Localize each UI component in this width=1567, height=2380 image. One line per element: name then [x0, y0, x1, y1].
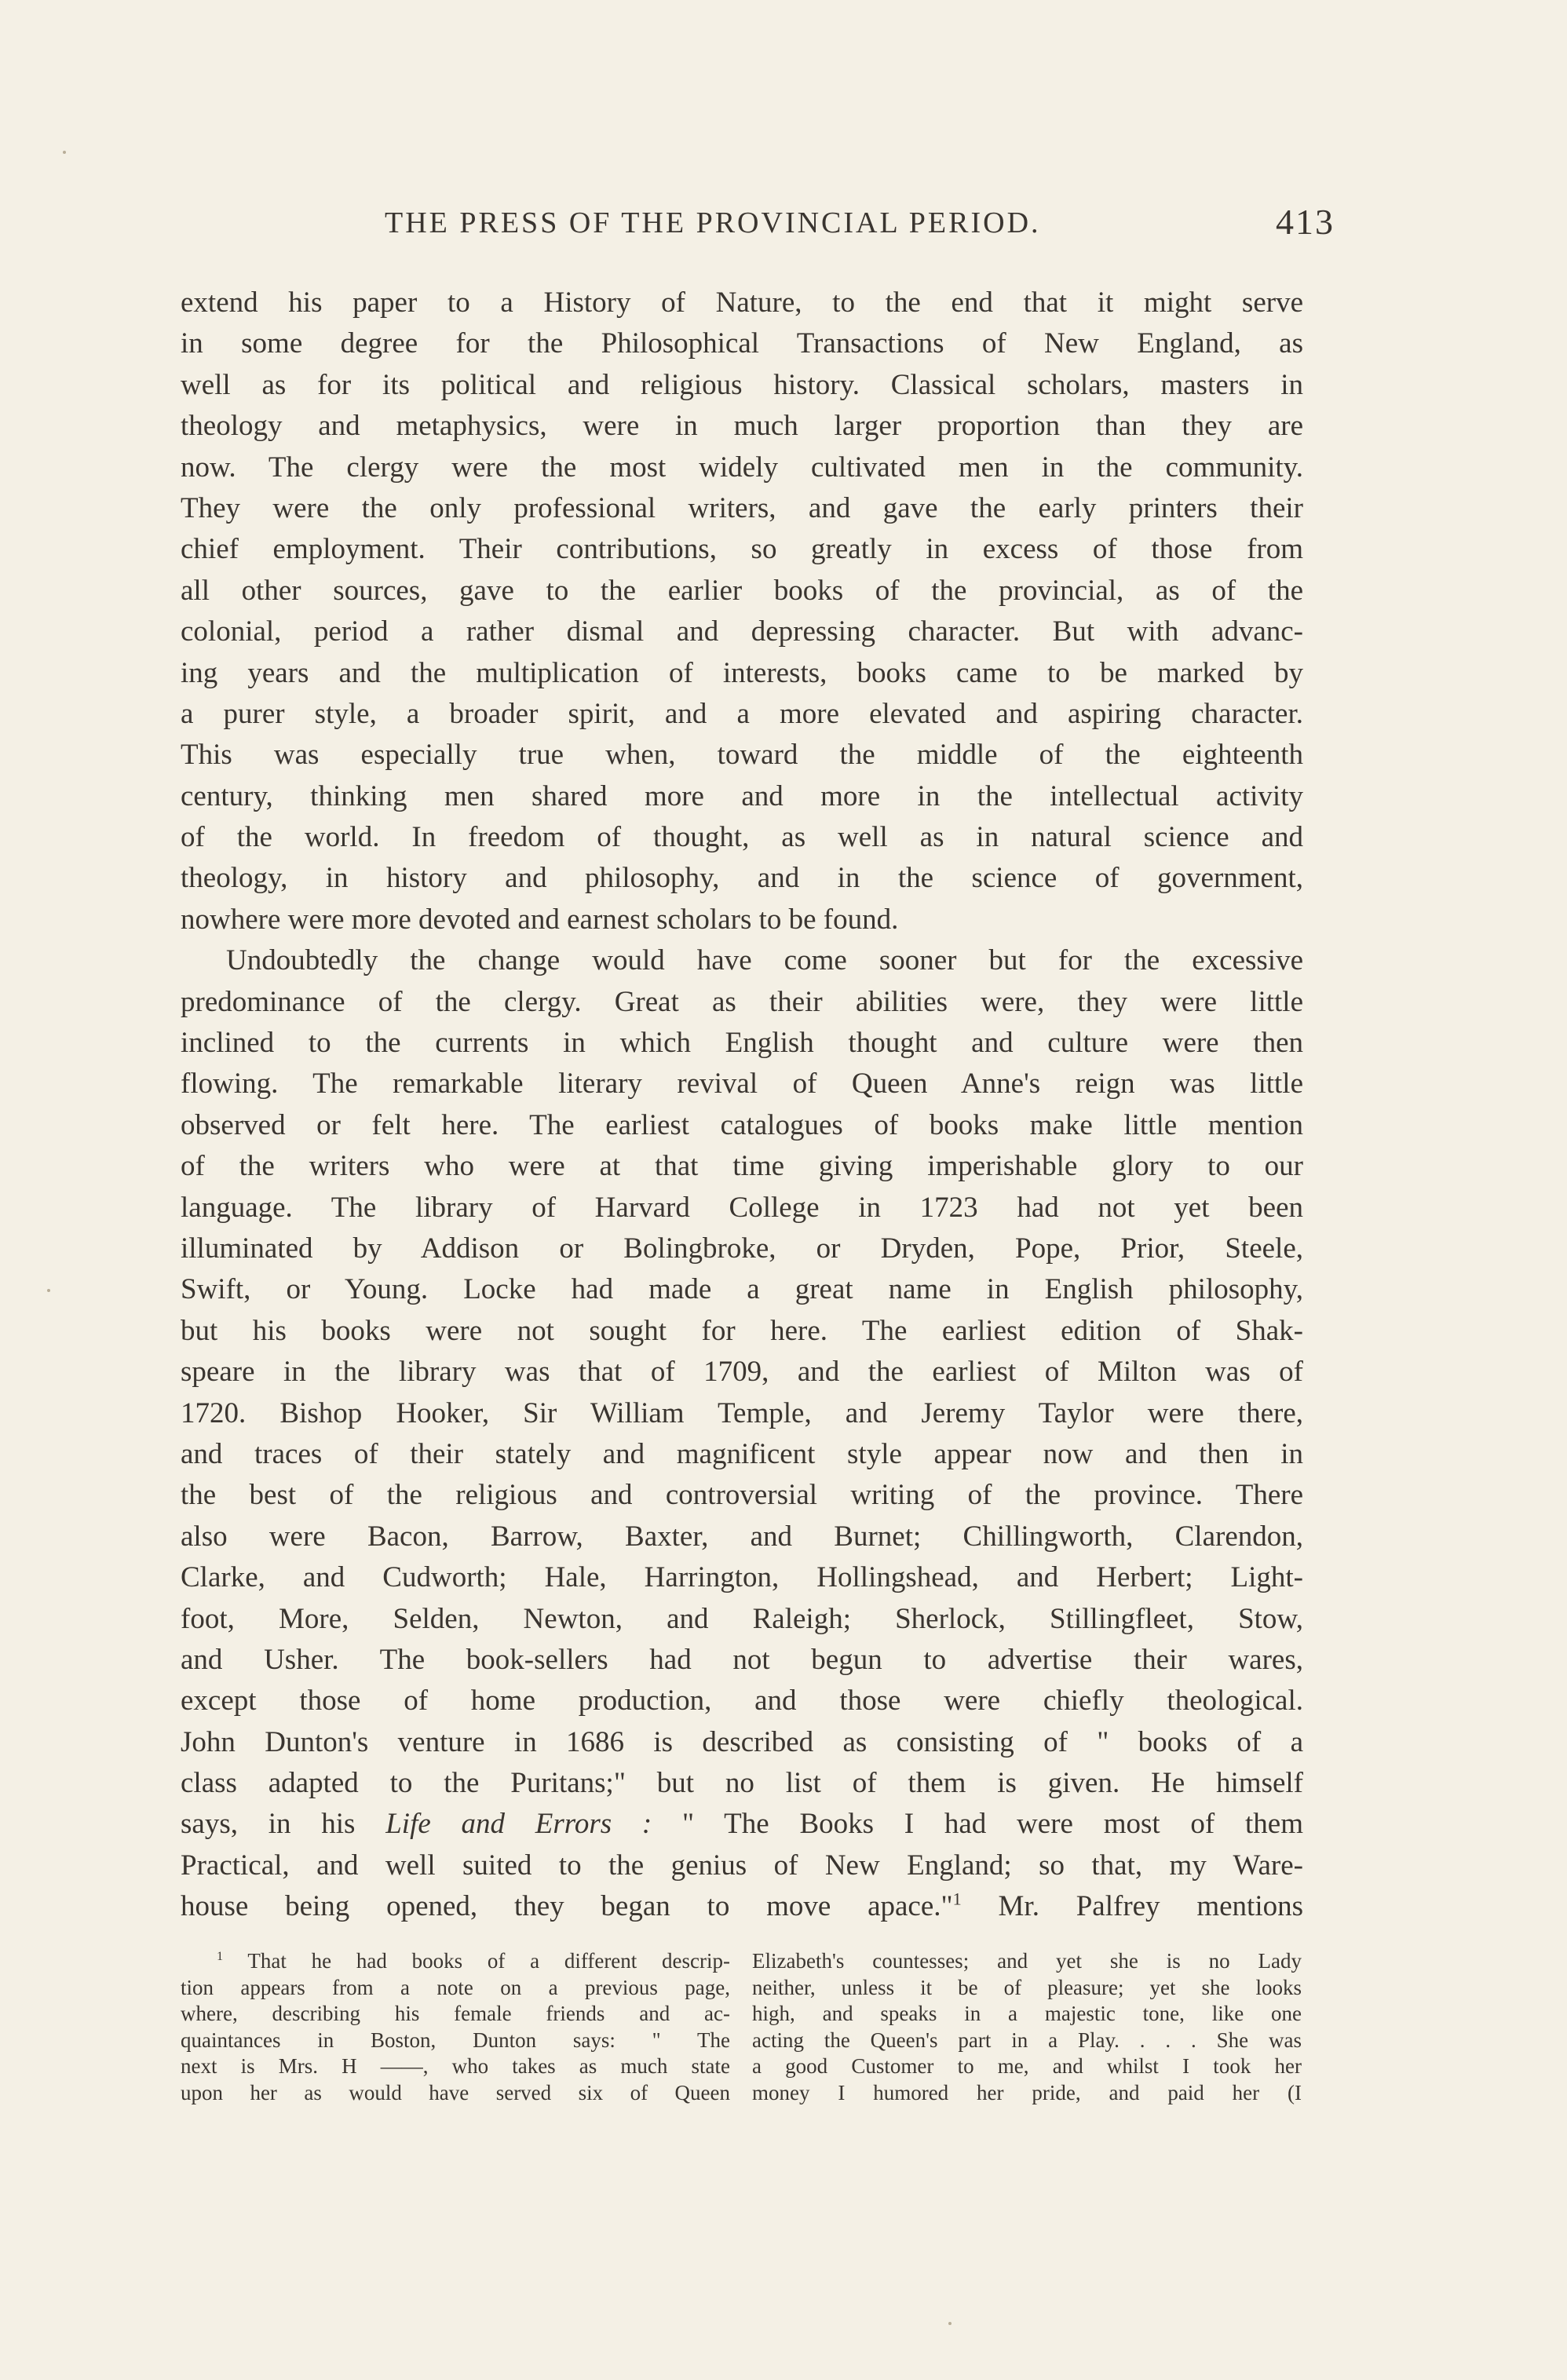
text-line: Swift, or Young. Locke had made a great name in English philosophy,	[181, 1273, 1303, 1306]
paragraph-end-line: nowhere were more devoted and earnest scholars to be found.	[181, 903, 899, 936]
text-line: of the writers who were at that time giving imperishable glory to our	[181, 1150, 1303, 1183]
footnote-marker: 1	[217, 1949, 224, 1963]
line-text: Mr. Palfrey mentions	[961, 1890, 1303, 1923]
text-line: language. The library of Harvard College in 1723 had not yet been	[181, 1191, 1303, 1224]
text-line: foot, More, Selden, Newton, and Raleigh; Sherlock, Stillingfleet, Stow,	[181, 1602, 1303, 1635]
footnote-line: neither, unless it be of pleasure; yet she looks	[752, 1975, 1302, 1999]
text-line: of the world. In freedom of thought, as well as in natural science and	[181, 821, 1303, 854]
text-line: in some degree for the Philosophical Transactions of New England, as	[181, 327, 1303, 360]
text-line: except those of home production, and those were chiefly theological.	[181, 1685, 1303, 1717]
footnote-line: a good Customer to me, and whilst I took her	[752, 2054, 1302, 2079]
footnotes	[181, 1948, 1303, 2105]
footnote-line: acting the Queen's part in a Play. . . . She was	[752, 2028, 1302, 2052]
text-line: also were Bacon, Barrow, Baxter, and Burnet; Chillingworth, Clarendon,	[181, 1520, 1303, 1553]
text-line: century, thinking men shared more and more in the intellectual activity	[181, 779, 1303, 812]
margin-speck-icon	[47, 1289, 50, 1292]
paragraph-start-line: Undoubtedly the change would have come sooner but for the excessive	[226, 944, 1303, 977]
footnote-line: next is Mrs. H ——, who takes as much state	[181, 2054, 730, 2079]
text-line: all other sources, gave to the earlier books of the provincial, as of the	[181, 574, 1303, 607]
text-line: but his books were not sought for here. The earliest edition of Shak-	[181, 1314, 1303, 1347]
text-line: chief employment. Their contributions, so greatly in excess of those from	[181, 533, 1303, 566]
margin-speck-icon	[948, 2322, 952, 2325]
text-line: and traces of their stately and magnificent style appear now and then in	[181, 1437, 1303, 1470]
running-head	[181, 201, 1335, 248]
text-line: the best of the religious and controversial writing of the province. There	[181, 1479, 1303, 1512]
text-line-with-footnote-ref	[181, 1886, 1303, 1927]
footnote-line: money I humored her pride, and paid her (I	[752, 2080, 1302, 2104]
book-title-italic: Life and Errors :	[385, 1808, 652, 1841]
footnote-column-right	[752, 1948, 1302, 2107]
text-line: extend his paper to a History of Nature, to the end that it might serve	[181, 287, 1303, 319]
text-line: This was especially true when, toward the middle of the eighteenth	[181, 739, 1303, 772]
line-text: says, in his	[181, 1808, 386, 1841]
text-line: speare in the library was that of 1709, and the earliest of Milton was of	[181, 1356, 1303, 1389]
text-line: theology and metaphysics, were in much larger proportion than they are	[181, 410, 1303, 443]
margin-speck-icon	[63, 151, 66, 154]
text-line: flowing. The remarkable literary revival of Queen Anne's reign was little	[181, 1068, 1303, 1101]
text-line: well as for its political and religious history. Classical scholars, masters in	[181, 368, 1303, 401]
text-line: observed or felt here. The earliest catalogues of books make little mention	[181, 1108, 1303, 1141]
footnote-column-left	[181, 1948, 730, 2107]
body-text	[181, 283, 1303, 1928]
footnote-line: quaintances in Boston, Dunton says: " The	[181, 2028, 730, 2052]
text-line: They were the only professional writers, and gave the early printers their	[181, 491, 1303, 524]
text-line: a purer style, a broader spirit, and a more elevated and aspiring character.	[181, 697, 1303, 730]
footnote-line: tion appears from a note on a previous page,	[181, 1975, 730, 1999]
text-line: Clarke, and Cudworth; Hale, Harrington, Hollingshead, and Herbert; Light-	[181, 1561, 1303, 1594]
footnote-text: That he had books of a different descrip-	[247, 1949, 731, 1973]
text-line: and Usher. The book-sellers had not begun to advertise their wares,	[181, 1643, 1303, 1676]
text-line: 1720. Bishop Hooker, Sir William Temple, and Jeremy Taylor were there,	[181, 1396, 1303, 1429]
running-title: THE PRESS OF THE PROVINCIAL PERIOD.	[385, 206, 1041, 239]
text-line: theology, in history and philosophy, and in the science of government,	[181, 862, 1303, 895]
line-text: house being opened, they began to move apace."	[181, 1890, 953, 1923]
text-line: predominance of the clergy. Great as their abilities were, they were little	[181, 985, 1303, 1018]
footnote-reference[interactable]: 1	[952, 1889, 962, 1909]
text-line: class adapted to the Puritans;" but no list of them is given. He himself	[181, 1767, 1303, 1800]
text-line: illuminated by Addison or Bolingbroke, or Dryden, Pope, Prior, Steele,	[181, 1232, 1303, 1265]
footnote-line: Elizabeth's countesses; and yet she is no Lady	[752, 1949, 1302, 1973]
footnote-line	[181, 1948, 730, 1975]
text-line: inclined to the currents in which English thought and culture were then	[181, 1027, 1303, 1060]
text-line-with-title	[181, 1804, 1303, 1845]
footnote-line: where, describing his female friends and ac-	[181, 2002, 730, 2026]
text-line: Practical, and well suited to the genius of New England; so that, my Ware-	[181, 1849, 1303, 1882]
text-line: colonial, period a rather dismal and depressing character. But with advanc-	[181, 615, 1303, 648]
text-line: John Dunton's venture in 1686 is described as consisting of " books of a	[181, 1725, 1303, 1758]
footnote-line: high, and speaks in a majestic tone, like one	[752, 2002, 1302, 2026]
text-line: ing years and the multiplication of interests, books came to be marked by	[181, 656, 1303, 689]
footnote-line: upon her as would have served six of Queen	[181, 2080, 730, 2104]
text-line: now. The clergy were the most widely cultivated men in the community.	[181, 451, 1303, 484]
line-text: " The Books I had were most of them	[652, 1808, 1303, 1841]
page-number: 413	[1276, 202, 1335, 242]
